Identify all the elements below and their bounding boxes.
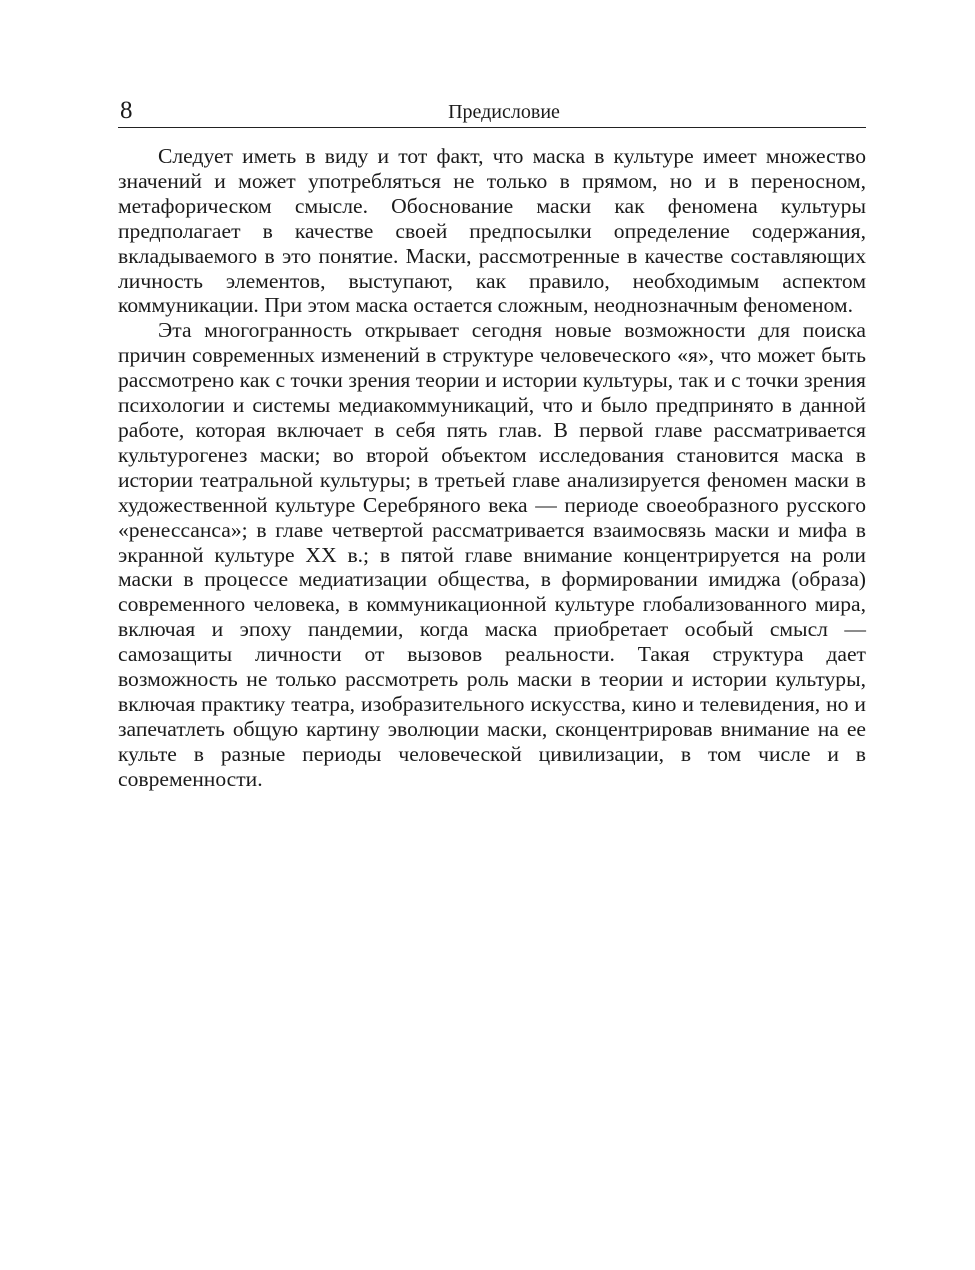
paragraph-1: Следует иметь в виду и тот факт, что маска в культуре имеет множество значений и может употребляться не только в прямом, но и в переносном, метафорическом смысле. Обоснование маски как феномена культуры предполагает в качестве своей предпосылки определение содержания, вкладываемого в это понятие. Маски, рассмотренные в качестве составляющих личность элементов, выступают, как правило, необходимым аспектом коммуникации. При этом маска остается сложным, неоднозначным феноменом. [118, 144, 866, 318]
page-number: 8 [120, 97, 133, 124]
running-head [118, 95, 866, 128]
book-page [118, 95, 866, 792]
running-title: Предисловие [448, 101, 560, 123]
paragraph-2: Эта многогранность открывает сегодня новые возможности для поиска причин современных изменений в структуре человеческого «я», что может быть рассмотрено как с точки зрения теории и истории культуры, так и с точки зрения психологии и системы медиакоммуникаций, что и было предпринято в данной работе, которая включает в себя пять глав. В первой главе рассматривается культурогенез маски; во второй объектом исследования становится маска в истории театральной культуры; в третьей главе анализируется феномен маски в художественной культуре Серебряного века — периоде своеобразного русского «ренессанса»; в главе четвертой рассматривается взаимосвязь маски и мифа в экранной культуре XX в.; в пятой главе внимание концентрируется на роли маски в процессе медиатизации общества, в формировании имиджа (образа) современного человека, в коммуникационной культуре глобализованного мира, включая и эпоху пандемии, когда маска приобретает особый смысл — самозащиты личности от вызовов реальности. Такая структура дает возможность не только рассмотреть роль маски в теории и истории культуры, включая практику театра, изобразительного искусства, кино и телевидения, но и запечатлеть общую картину эволюции маски, сконцентрировав внимание на ее культе в разные периоды человеческой цивилизации, в том числе и в современности. [118, 318, 866, 791]
body-text [118, 144, 866, 792]
